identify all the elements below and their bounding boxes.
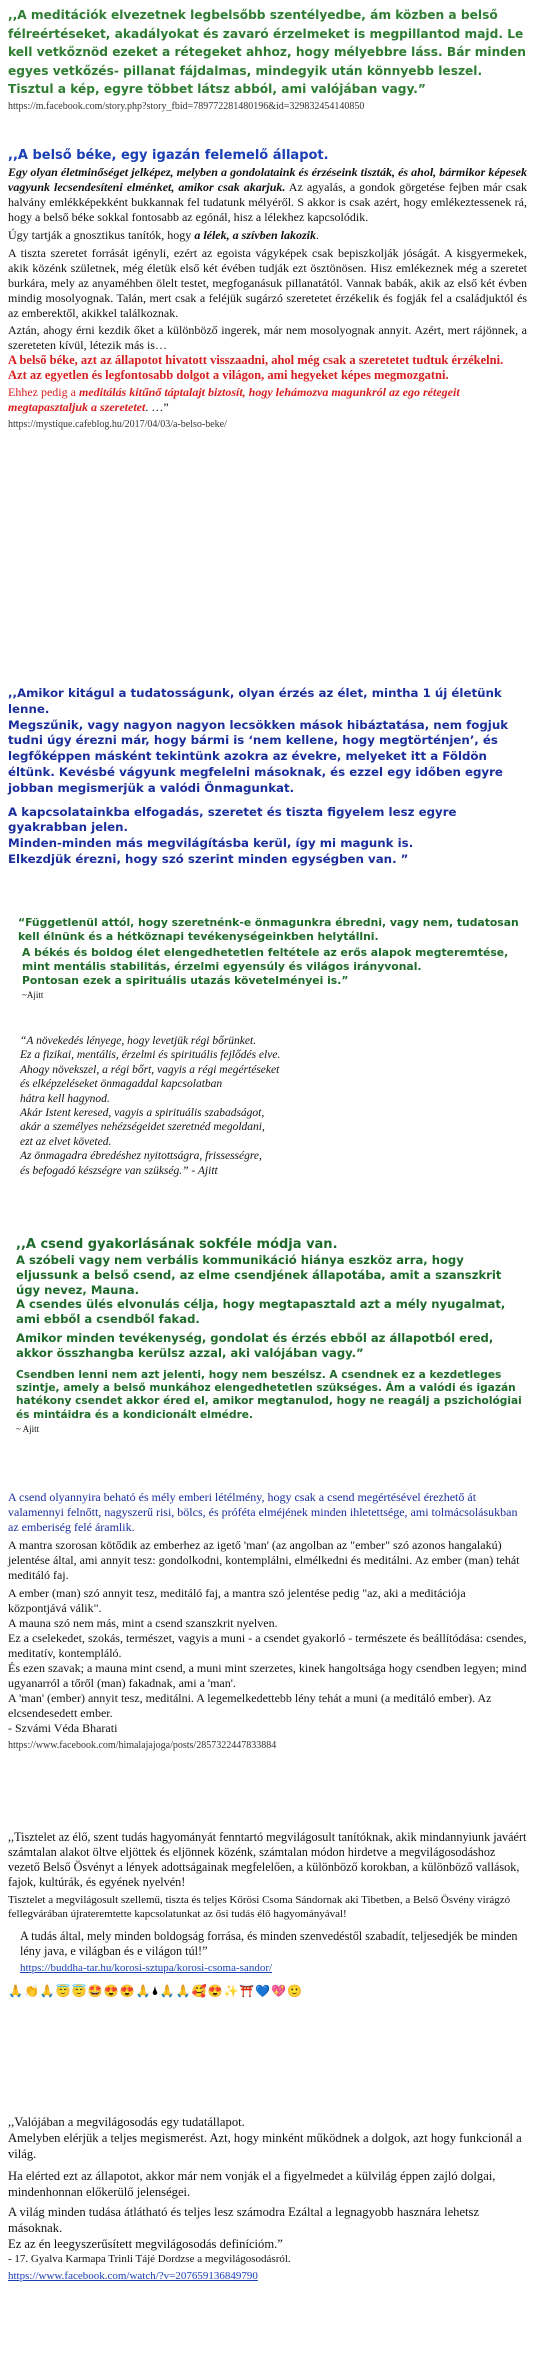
article-title: ,,A belső béke, egy igazán felemelő állapot. — [8, 148, 329, 163]
article-red-line-2: Azt az egyetlen és legfontosabb dolgot a világon, ami hegyeket képes megmozgatni. — [8, 368, 449, 382]
growth-line: Akár Istent keresed, vagyis a spirituális szabadságot, — [20, 1107, 265, 1120]
soul-text-a: Úgy tartják a gnosztikus tanítók, hogy — [8, 228, 195, 242]
silence-line-2: A szóbeli vagy nem verbális kommunikáció hiánya eszköz arra, hogy eljussunk a belső csend, az elme csendjének állapotába, amit a szanszkrit úgy nevez, Mauna. — [16, 1253, 502, 1297]
karmapa-line-2: Amelyben elérjük a teljes megismerést. Azt, hogy minként működnek a dolgok, azt hogy funkcionál a világ. — [8, 2131, 522, 2161]
red-3-a: Ehhez pedig a — [8, 385, 79, 399]
article-paragraph-love: A tiszta szeretet forrását igényli, ezért az egoista vágyképek csak bepiszkolják jóságát. A kisgyermekek, akik közénk születnek, még életük első két évében tudják ezt ösztönösen. Hisz emlékeznek még a szeretet burkára, mely az anyaméhben ölelt testet, megfoganásuk pillanatától. Vannak babák, akik az első két évben mindig mosolyognak. Talán, mert csak a feléjük sugárzó szeretetet érzékelik és fogják fel a családjuktól és az emberektől, akikkel találkoznak. — [8, 246, 527, 320]
silence-line-5: Csendben lenni nem azt jelenti, hogy nem beszélsz. A csendnek ez a kezdetleges szintje, amely a belső munkához elengedhetetlen szükséges. Ám a valódi és igazán hatékony csendet akkor éred el, amikor megtanulod, hogy ne reagálj a pszichológiai és mintáidra és a kondicionált elmédre. — [16, 1368, 522, 1421]
intro-bold: Egy olyan életminőséget jelképez, melyben a gondolataink és érzéseink tiszták, és ahol, bármikor képesek vagyunk lecsendesíteni elménket, amikor csak akarjuk. — [8, 165, 527, 194]
korosi-paragraph-1: ,,Tisztelet az élő, szent tudás hagyományát fenntartó megvilágosult tanítóknak, akik mindannyiunk javáért számtalan alakot öltve eljöttek és eljönnek közénk, számtalan módon hirdetve a megvilágosodáshoz vezető Belső Ösvényt a lények adottságainak megfelelően, a különböző korokban, a különböző vallások, fajok, kultúrák, és egyének nyelvén! — [8, 1830, 527, 1889]
mauna-paragraph-4: A mauna szó nem más, mint a csend szanszkrit nyelven. — [8, 1616, 278, 1630]
quote-line-1: “Függetlenül attól, hogy szeretnénk-e önmagunkra ébredni, vagy nem, tudatosan kell élnünk és a hétköznapi tevékenységeinkben helytállni. — [18, 916, 519, 943]
quote-line-3: A kapcsolatainkba elfogadás, szeretet és tiszta figyelem lesz egyre gyakrabban jelen. — [8, 804, 457, 835]
source-url[interactable]: https://www.facebook.com/himalajajoga/posts/2857322447833884 — [8, 1740, 277, 1751]
article-red-line-1: A belső béke, azt az állapotot hivatott visszaadni, ahol még csak a szeretetet tudtuk érzékelni. — [8, 353, 504, 367]
karmapa-video-link[interactable]: https://www.facebook.com/watch/?v=207659136849790 — [8, 2270, 258, 2282]
quote-line-2: A békés és boldog élet elengedhetetlen feltétele az erős alapok megteremtése, — [22, 946, 509, 959]
silence-title: ,,A csend gyakorlásának sokféle módja van. — [16, 1237, 338, 1252]
growth-line: ezt az elvet követed. — [20, 1135, 112, 1148]
growth-line: Ahogy növekszel, a régi bőrt, vagyis a régi megértéseket — [20, 1063, 280, 1076]
quote-ajitt-growth — [20, 1034, 520, 1178]
karmapa-line-1: ,,Valójában a megvilágosodás egy tudatállapot. — [8, 2115, 245, 2129]
source-url[interactable]: https://mystique.cafeblog.hu/2017/04/03/a-belso-beke/ — [8, 419, 227, 430]
quote-expanded-awareness — [8, 686, 527, 868]
silence-line-4: Amikor minden tevékenység, gondolat és érzés ebből az állapotból ered, akkor összhangba kerülsz azzal, aki valójában vagy.” — [16, 1330, 494, 1360]
mauna-paragraph-5: Ez a cselekedet, szokás, természet, vagyis a muni - a csendet gyakorló - természete és beállítódása: csendes, meditatív, kontempláló. — [8, 1631, 527, 1660]
korosi-paragraph-2: Tisztelet a megvilágosult szellemű, tiszta és teljes Kőrösi Csoma Sándornak aki Tibetben, a Belső Ösvény virágzó fellegvárában újrateremtette kapcsolatunkat az ősi tudás élő hagyományával! — [8, 1894, 511, 1920]
mauna-paragraph-2: A mantra szorosan kötődik az emberhez az igető 'man' (az angolban az "ember" szó azonos hangalakú) jelentése által, ami annyit tesz: gondolkodni, kontemplálni, elmélkedni és meditálni. Az ember (man) tehát meditáló faj. — [8, 1538, 520, 1582]
article-paragraph-soul — [8, 228, 527, 243]
mauna-paragraph-6: És ezen szavak; a mauna mint csend, a muni mint szerzetes, kinek hangoltsága hogy csendben legyen; mind ugyanarról a tőről (man) fakadnak, ami a 'man'. — [8, 1661, 527, 1690]
article-intro — [8, 165, 527, 225]
source-url[interactable]: https://m.facebook.com/story.php?story_fbid=789772281480196&id=329832454140850 — [8, 100, 365, 112]
soul-text-b: a lélek, a szívben lakozik — [194, 228, 316, 242]
red-3-c: . …” — [145, 400, 169, 414]
quote-ajitt-foundations — [8, 916, 527, 1002]
growth-line: és befogadó készségre van szükség.” - Ajitt — [20, 1164, 218, 1177]
quote-line-5: Elkezdjük érezni, hogy szó szerint minden egységben van. ” — [8, 851, 409, 866]
article-paragraph-stimuli: Aztán, ahogy érni kezdik őket a különböző ingerek, már nem mosolyognak annyit. Azért, mert rájönnek, a szereteten kívül, létezik más is… — [8, 323, 527, 352]
karmapa-line-4: A világ minden tudása átlátható és teljes lesz számodra Ezáltal a legnagyobb hasznára lehetsz másoknak. — [8, 2205, 480, 2235]
quote-line-3: mint mentális stabilitás, érzelmi egyensúly és világos irányvonal. — [22, 960, 422, 973]
quote-author: ~Ajitt — [22, 990, 44, 1000]
korosi-paragraph-3: A tudás által, mely minden boldogság forrása, és minden szenvedéstől szabadít, teljesedjék be minden lény java, e világban és e világon túl!” — [20, 1929, 518, 1959]
article-korosi-csoma — [8, 1830, 527, 1999]
quote-line-4: Minden-minden más megvilágításba kerül, így mi magunk is. — [8, 836, 414, 851]
mauna-paragraph-3: A ember (man) szó annyit tesz, meditáló faj, a mantra szó jelentése pedig "az, aki a meditációja központjává válik". — [8, 1586, 466, 1615]
quote-karmapa-enlightenment — [8, 2114, 527, 2284]
quote-line-4: Pontosan ezek a spirituális utazás követelményei is.” — [22, 974, 349, 987]
red-3-b: meditálás kitűnő táptalajt biztosít, hogy lehámozva magunkról az ego rétegeit megtapasztaljuk a szeretetet — [8, 385, 460, 414]
silence-line-3: A csendes ülés elvonulás célja, hogy megtapasztald azt a mély nyugalmat, ami ebből a csendből fakad. — [16, 1297, 506, 1327]
growth-line: és elképzeléseket önmagaddal kapcsolatban — [20, 1078, 223, 1091]
korosi-link[interactable]: https://buddha-tar.hu/korosi-sztupa/korosi-csoma-sandor/ — [20, 1962, 273, 1975]
growth-line: Ez a fizikai, mentális, érzelmi és spirituális fejlődés elve. — [20, 1049, 281, 1062]
intro-rest: Az agyalás, a gondok görgetése fejben már csak halvány emlékképekként bukkannak fel tudatunk mélyéről. S akkor is csak azért, hogy emlékeztessenek rá, hogy a belső béke sokkal fontosabb az egónál, hisz a lélekhez kapcsolódik. — [8, 180, 527, 224]
quote-text: ,,A meditációk elvezetnek legbelsőbb szentélyedbe, ám közben a belső félreértéseket, akadályokat és zavaró érzelmeket is megpillantod majd. Le kell vetkőznöd ezeket a rétegeket ahhoz, hogy mélyebbre láss. Bár minden egyes vetkőzés- pillanat fájdalmas, mindegyik után könnyebb leszel. Tisztul a kép, egyre többet látsz abból, ami valójában vagy.” — [8, 8, 526, 96]
mauna-paragraph-7: A 'man' (ember) annyit tesz, meditálni. A legemelkedettebb lény tehát a muni (a meditáló ember). Az elcsendesedett ember. — [8, 1691, 492, 1720]
growth-line: Az önmagadra ébredéshez nyitottságra, frissességre, — [20, 1150, 262, 1163]
growth-line: akár a személyes nehézségeidet szeretnéd megoldani, — [20, 1121, 265, 1134]
karmapa-line-5: Ez az én leegyszerűsített megvilágosodás definícióm.” — [8, 2237, 283, 2251]
quote-line-1: ,,Amikor kitágul a tudatosságunk, olyan érzés az élet, mintha 1 új életünk lenne. — [8, 686, 502, 716]
growth-line: hátra kell hagynod. — [20, 1092, 110, 1105]
silence-author: ~ Ajitt — [16, 1424, 40, 1435]
growth-line: “A növekedés lényege, hogy levetjük régi bőrünket. — [20, 1035, 257, 1047]
article-mauna — [8, 1490, 527, 1753]
soul-text-c: . — [315, 228, 319, 242]
article-red-line-3 — [8, 385, 527, 415]
karmapa-author: - 17. Gyalva Karmapa Trinli Tájé Dordzse a megvilágosodásról. — [8, 2253, 291, 2265]
karmapa-line-3: Ha elérted ezt az állapotot, akkor már nem vonják el a figyelmedet a külvilág éppen zajló dolgai, mindenhonnan előkerülő jelenségei. — [8, 2169, 496, 2199]
article-inner-peace — [8, 148, 527, 432]
mauna-author: - Szvámi Véda Bharati — [8, 1721, 118, 1735]
quote-meditation-layers — [8, 6, 527, 112]
emoji-row: 🙏👏🙏😇😇🤩😍😍🙏🌢🙏🙏🥰😍✨⛩️💙💖🙂 — [8, 1984, 304, 1999]
mauna-intro: A csend olyannyira beható és mély emberi létélmény, hogy csak a csend megértésével érezhető át valamennyi felnőtt, nagyszerű risi, bölcs, és próféta elméjének minden ihletettsége, ami tolmácsolásukban az emberiség felé áramlik. — [8, 1490, 518, 1534]
quote-line-2: Megszűnik, vagy nagyon nagyon lecsökken mások hibáztatása, nem fogjuk tudni úgy érezni már, hogy bármi is ‘nem kellene, hogy megtörténjen’, és legfőképpen másként tekintünk azokra az évekre, melyeket itt a Földön éltünk. Kevésbé vágyunk megfelelni másoknak, és ezzel egy időben egyre jobban megismerjük a valódi Önmagunkat. — [8, 717, 509, 795]
quote-ajitt-silence — [8, 1236, 527, 1437]
